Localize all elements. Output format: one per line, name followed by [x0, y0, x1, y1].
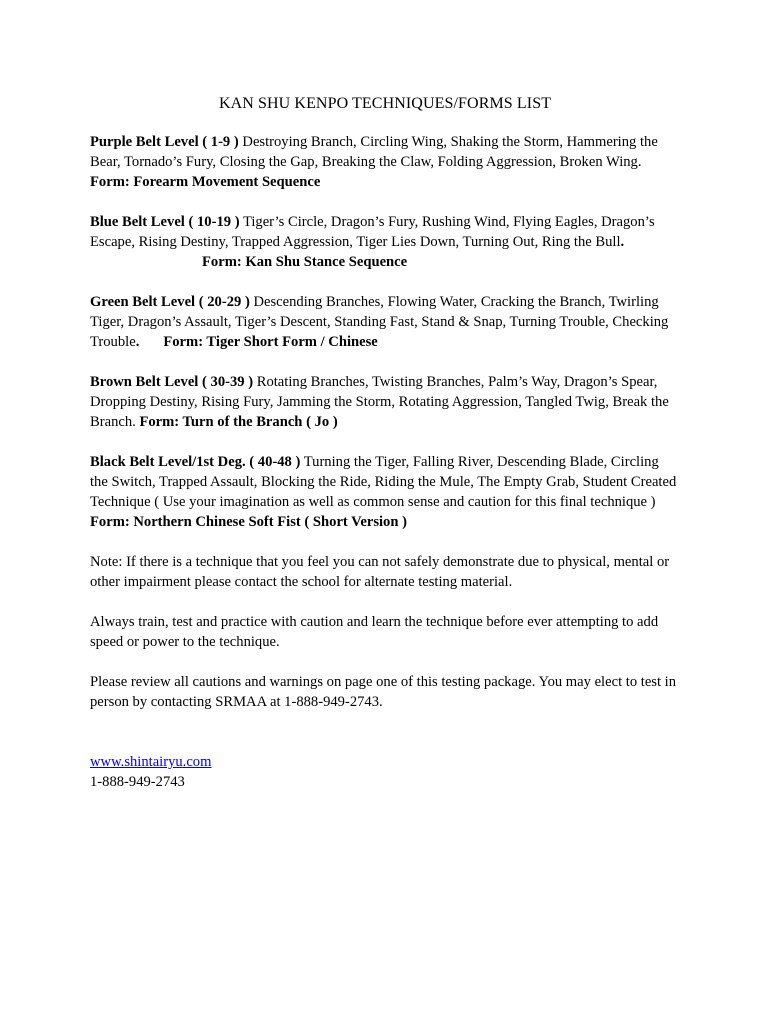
form-name: Form: Turn of the Branch ( Jo ): [139, 414, 338, 430]
page-title: KAN SHU KENPO TECHNIQUES/FORMS LIST: [218, 95, 552, 112]
technique-list: Destroying Branch, Circling Wing, Shaking the Storm, Hammering the Bear, Tornado’s Fury, Closing the Gap, Breaking the Claw, Folding Aggression, Broken Wing.: [90, 134, 658, 170]
black-belt-section: [90, 452, 680, 532]
technique-list: Turning the Tiger, Falling River, Descending Blade, Circling the Switch, Trapped Assault, Blocking the Ride, Riding the Mule, The Empty Grab, Student Created Technique ( Use your imagination as well as common sense and caution for this final technique ): [90, 454, 677, 510]
form-name: Form: Forearm Movement Sequence: [90, 174, 321, 190]
technique-list-end: .: [135, 334, 140, 350]
level-label: Blue Belt Level ( 10-19 ): [90, 214, 240, 230]
form-name: Form: Northern Chinese Soft Fist ( Short Version ): [90, 514, 407, 530]
phone-number: 1-888-949-2743: [90, 774, 185, 790]
technique-list: Descending Branches, Flowing Water, Cracking the Branch, Twirling Tiger, Dragon’s Assault, Tiger’s Descent, Standing Fast, Stand & Snap, Turning Trouble, Checking Trouble: [90, 294, 669, 350]
impairment-note: Note: If there is a technique that you feel you can not safely demonstrate due to physical, mental or other impairment please contact the school for alternate testing material.: [90, 554, 670, 590]
form-name: Form: Kan Shu Stance Sequence: [202, 254, 408, 270]
technique-list: Tiger’s Circle, Dragon’s Fury, Rushing Wind, Flying Eagles, Dragon’s Escape, Rising Destiny, Trapped Aggression, Tiger Lies Down, Turning Out, Ring the Bull: [90, 214, 655, 250]
form-name: Form: Tiger Short Form / Chinese: [163, 334, 378, 350]
website-link[interactable]: www.shintairyu.com: [90, 754, 212, 770]
purple-belt-section: [90, 132, 680, 192]
caution-note: Always train, test and practice with caution and learn the technique before ever attempting to add speed or power to the technique.: [90, 614, 659, 650]
testing-note: Please review all cautions and warnings on page one of this testing package. You may elect to test in person by contacting SRMAA at 1-888-949-2743.: [90, 674, 677, 710]
contact-block: [90, 752, 680, 792]
level-label: Black Belt Level/1st Deg. ( 40-48 ): [90, 454, 301, 470]
brown-belt-section: [90, 372, 680, 432]
green-belt-section: [90, 292, 680, 352]
technique-list-end: .: [620, 234, 625, 250]
level-label: Brown Belt Level ( 30-39 ): [90, 374, 254, 390]
blue-belt-section: [90, 212, 680, 272]
level-label: Purple Belt Level ( 1-9 ): [90, 134, 239, 150]
technique-list: Rotating Branches, Twisting Branches, Palm’s Way, Dragon’s Spear, Dropping Destiny, Rising Fury, Jamming the Storm, Rotating Aggression, Tangled Twig, Break the Branch.: [90, 374, 669, 430]
level-label: Green Belt Level ( 20-29 ): [90, 294, 250, 310]
